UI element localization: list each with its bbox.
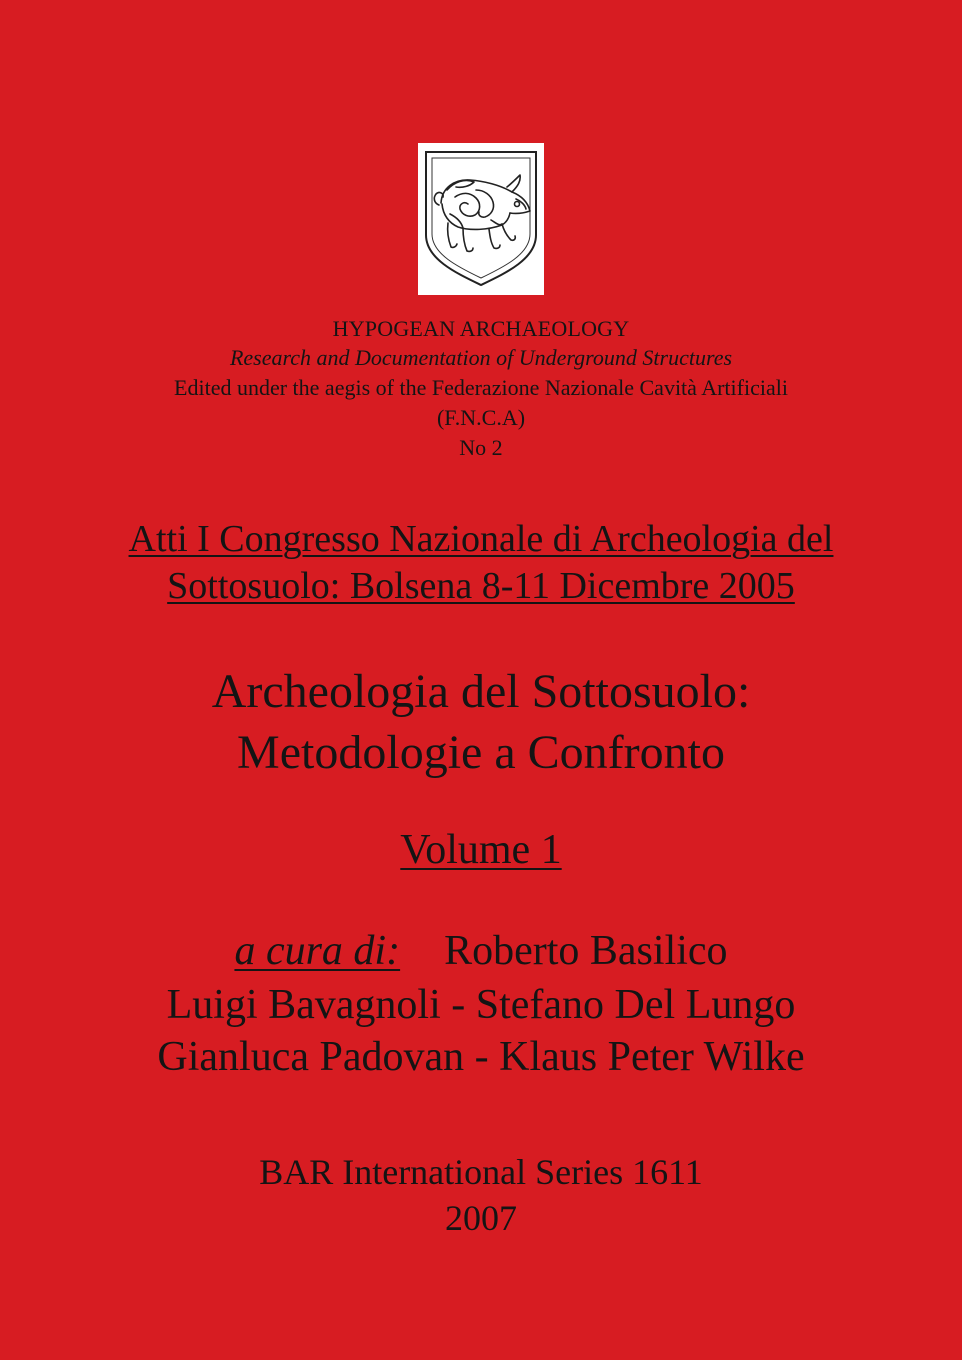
- boar-shield-icon: [418, 143, 544, 295]
- series-title: HYPOGEAN ARCHAEOLOGY: [332, 316, 630, 341]
- series-abbreviation: (F.N.C.A): [436, 405, 526, 430]
- volume-label: Volume 1: [400, 827, 562, 873]
- congress-title-line-1: Atti I Congresso Nazionale di Archeologia del: [128, 518, 834, 560]
- bar-series-number: BAR International Series 1611: [259, 1152, 703, 1192]
- series-subtitle: Research and Documentation of Underground Structures: [229, 345, 733, 370]
- edited-by-label: a cura di:: [234, 928, 401, 974]
- series-logo: [418, 143, 544, 295]
- editors-line-1: [0, 930, 962, 972]
- series-number: No 2: [459, 435, 503, 460]
- editors-line-2: Luigi Bavagnoli - Stefano Del Lungo: [166, 982, 796, 1028]
- book-title-line-2: Metodologie a Confronto: [237, 726, 725, 779]
- editor-name: Roberto Basilico: [444, 928, 728, 974]
- book-title-line-1: Archeologia del Sottosuolo:: [211, 665, 751, 718]
- publication-year: 2007: [445, 1198, 517, 1238]
- editors-line-3: Gianluca Padovan - Klaus Peter Wilke: [157, 1034, 805, 1080]
- congress-title-line-2: Sottosuolo: Bolsena 8-11 Dicembre 2005: [167, 565, 795, 607]
- series-editor-line: Edited under the aegis of the Federazione Nazionale Cavità Artificiali: [174, 375, 788, 400]
